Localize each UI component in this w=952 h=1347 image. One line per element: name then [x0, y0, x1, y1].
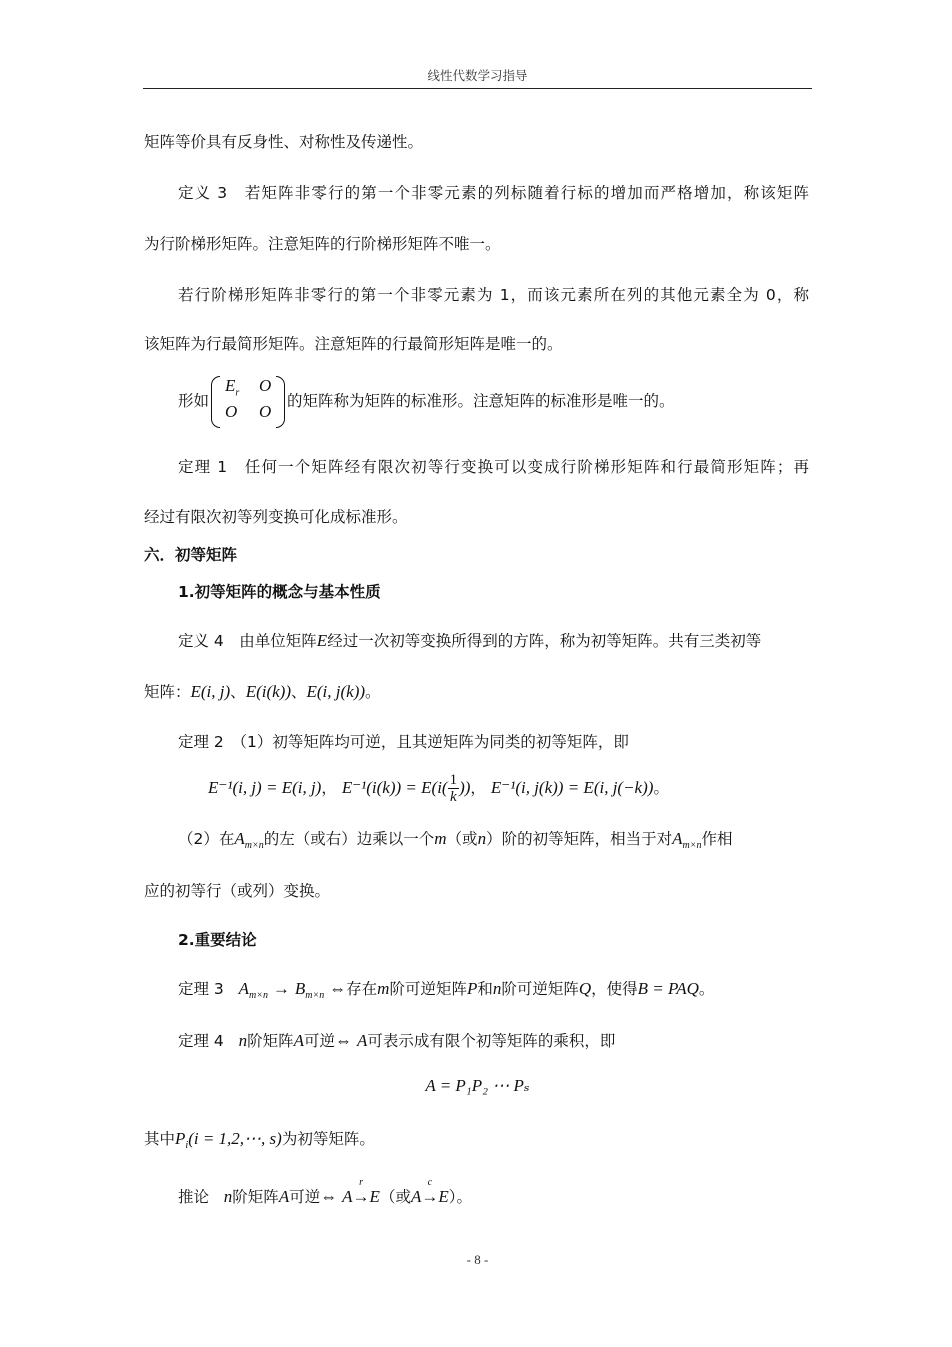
rref-line2: 该矩阵为行最简形矩阵。注意矩阵的行最简形矩阵是唯一的。 — [144, 335, 563, 353]
theorem-4-line: 定理 4 n阶矩阵A可逆⇔ A可表示成有限个初等矩阵的乘积，即 — [178, 1031, 616, 1050]
where-line: 其中$P_i(i$ = 1,2,⋯, s)为初等矩阵。 — [144, 1129, 375, 1152]
row-transform-arrow: r → — [352, 1177, 370, 1206]
definition-3-line2: 为行阶梯形矩阵。注意矩阵的行阶梯形矩阵不唯一。 — [144, 235, 501, 253]
theorem-3-line: 定理 3 $A_{m\times n} \to B_{m\times n}$ ⇔存在m阶可逆矩阵P和n阶可逆矩阵Q，使得B = PAQ。 — [178, 979, 715, 1002]
matrix-cell-12: O — [259, 375, 272, 395]
section-6-title: 六．初等矩阵 — [144, 546, 238, 564]
right-paren — [276, 376, 285, 428]
theorem-1-line1: 定理 1 任何一个矩阵经有限次初等行变换可以变成行阶梯形矩阵和行最简形矩阵；再 — [178, 458, 809, 476]
standard-form-matrix — [211, 376, 285, 428]
paragraph-equivalence: 矩阵等价具有反身性、对称性及传递性。 — [144, 133, 424, 151]
definition-4-line2: 矩阵：E(i, j)、E(i(k))、E(i, j(k))。 — [144, 682, 381, 701]
standard-form-suffix: 的矩阵称为矩阵的标准形。注意矩阵的标准形是唯一的。 — [287, 392, 675, 410]
header-title: 线性代数学习指导 — [427, 68, 528, 83]
fraction-1-over-k: $\frac{1}{k}$ — [449, 772, 458, 805]
definition-3-line1: 定义 3 若矩阵非零行的第一个非零元素的列标随着行标的增加而严格增加，称该矩阵 — [178, 184, 809, 202]
theorem-2-part2-line1: （2）在$A_{m\times n}$的左（或右）边乘以一个m（或n）阶的初等矩阵，相当于对$A_{m\times n}$作相 — [178, 829, 733, 852]
matrix-cell-22: O — [259, 401, 272, 421]
standard-form-line — [178, 375, 675, 428]
theorem-1-line2: 经过有限次初等列变换可化成标准形。 — [144, 508, 408, 526]
matrix-cell-21: O — [225, 401, 238, 421]
subsection-1-title: 1.初等矩阵的概念与基本性质 — [178, 583, 381, 601]
column-transform-arrow: c → — [421, 1177, 439, 1206]
subsection-2-title: 2.重要结论 — [178, 931, 257, 949]
definition-4-line1: 定义 4 由单位矩阵E经过一次初等变换所得到的方阵，称为初等矩阵。共有三类初等 — [178, 631, 762, 650]
corollary-line: 推论 n阶矩阵A可逆⇔ A r →E（或A c →E）。 — [178, 1177, 472, 1206]
matrix-cell-11: $E_r$ — [225, 375, 240, 398]
left-paren — [211, 376, 220, 428]
rref-line1: 若行阶梯形矩阵非零行的第一个非零元素为 1，而该元素所在列的其他元素全为 0，称 — [178, 286, 809, 304]
product-equation: A = P₁P₂ ⋯ Pₛ — [425, 1076, 530, 1095]
theorem-2-part2-line2: 应的初等行（或列）变换。 — [144, 882, 331, 900]
page-footer — [143, 1252, 812, 1268]
page-header — [143, 66, 812, 89]
standard-form-prefix: 形如 — [178, 392, 210, 410]
theorem-2-equations: E⁻¹(i, j) = E(i, j)， E⁻¹(i(k)) = E(i( $\frac{1}{k}$ ))， E⁻¹(i, j(k)) = E(i, j(−k))。 — [208, 772, 669, 805]
page-number: - 8 - — [466, 1252, 489, 1267]
theorem-2-line1: 定理 2 （1）初等矩阵均可逆，且其逆矩阵为同类的初等矩阵，即 — [178, 733, 629, 751]
